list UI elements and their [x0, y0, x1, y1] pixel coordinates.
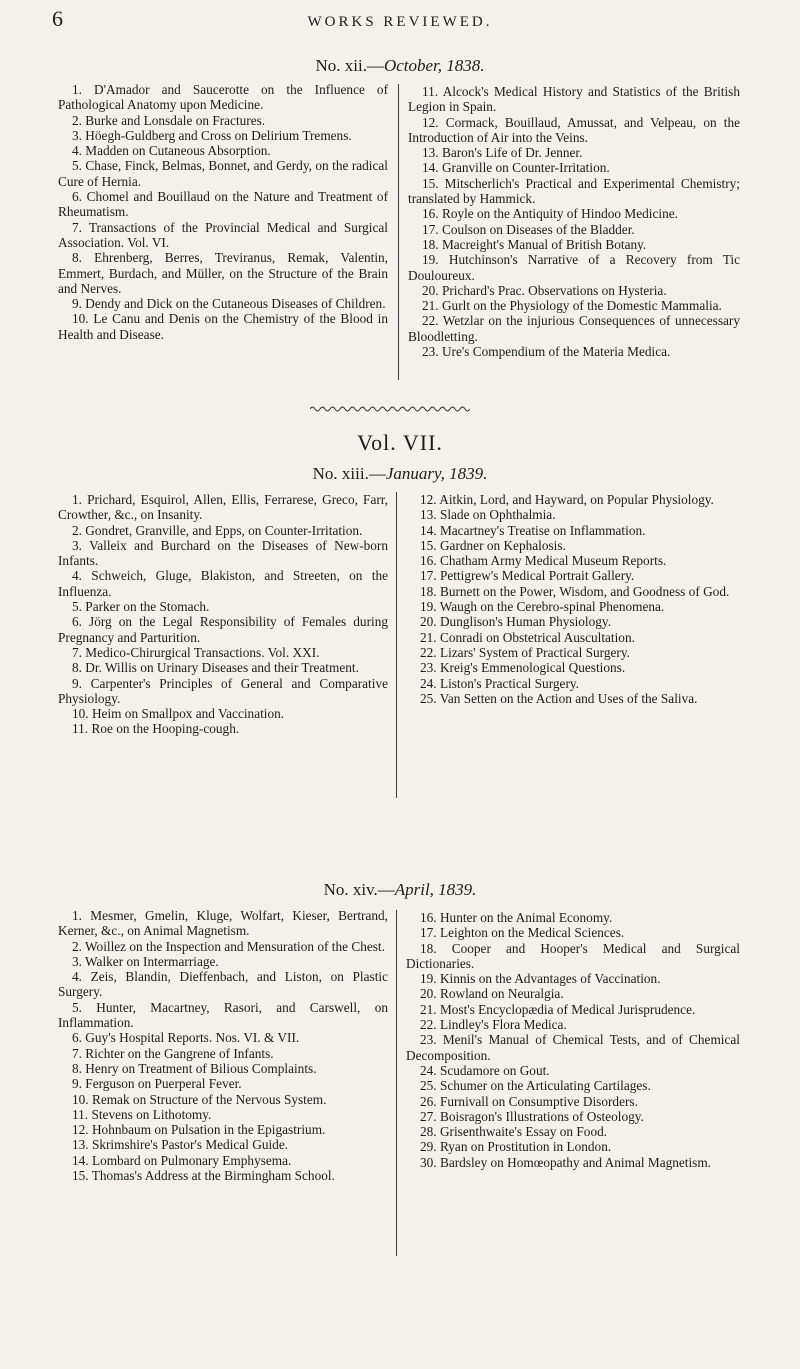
list-item: 4. Zeis, Blandin, Dieffenbach, and Liston, on Plastic Surgery. [58, 969, 388, 1000]
list-item: 11. Stevens on Lithotomy. [72, 1106, 212, 1122]
list-item: 3. Höegh-Guldberg and Cross on Delirium Tremens. [72, 127, 352, 143]
list-item: 12. Aitkin, Lord, and Hayward, on Popular Physiology. [420, 492, 714, 507]
list-item: 14. Macartney's Treatise on Inflammation. [420, 522, 646, 538]
volume-heading: Vol. VII. [357, 430, 443, 455]
list-item: 6. Jörg on the Legal Responsibility of Females during Pregnancy and Parturition. [58, 614, 388, 645]
list-item: 8. Henry on Treatment of Bilious Complaints. [72, 1060, 317, 1076]
list-item: 3. Valleix and Burchard on the Diseases of New-born Infants. [58, 537, 388, 569]
list-item: 4. Schweich, Gluge, Blakiston, and Streeten, on the Influenza. [58, 568, 388, 599]
column-divider [396, 492, 397, 798]
list-item: 1. D'Amador and Saucerotte on the Influence of Pathological Anatomy upon Medicine. [58, 82, 388, 113]
list-item: 22. Lindley's Flora Medica. [420, 1017, 567, 1033]
list-item: 22. Lizars' System of Practical Surgery. [420, 644, 630, 660]
list-item: 20. Prichard's Prac. Observations on Hysteria. [422, 282, 667, 298]
list-item: 9. Dendy and Dick on the Cutaneous Diseases of Children. [72, 296, 386, 312]
list-item: 16. Royle on the Antiquity of Hindoo Medicine. [422, 206, 678, 222]
list-item: 13. Baron's Life of Dr. Jenner. [422, 145, 583, 161]
no12-left-column [58, 82, 388, 342]
list-item: 18. Burnett on the Power, Wisdom, and Goodness of God. [420, 583, 730, 599]
list-item: 23. Kreig's Emmenological Questions. [420, 660, 626, 676]
issue-number: No. xiv.— [323, 880, 395, 899]
wavy-separator [310, 404, 470, 414]
list-item: 13. Slade on Ophthalmia. [420, 507, 556, 523]
no13-right-column [406, 492, 740, 706]
list-item: 16. Hunter on the Animal Economy. [420, 910, 613, 925]
list-item: 25. Schumer on the Articulating Cartilages. [420, 1078, 651, 1094]
list-item: 1. Mesmer, Gmelin, Kluge, Wolfart, Kieser, Bertrand, Kerner, &c., on Animal Magnetism. [58, 908, 388, 939]
list-item: 5. Parker on the Stomach. [72, 599, 210, 615]
list-item: 13. Skrimshire's Pastor's Medical Guide. [72, 1137, 289, 1153]
list-item: 17. Leighton on the Medical Sciences. [420, 925, 625, 941]
list-item: 4. Madden on Cutaneous Absorption. [72, 143, 271, 159]
list-item: 2. Burke and Lonsdale on Fractures. [72, 112, 266, 128]
no13-left-column [58, 492, 388, 737]
list-item: 17. Pettigrew's Medical Portrait Gallery. [420, 568, 635, 584]
list-item: 22. Wetzlar on the injurious Consequences of unnecessary Bloodletting. [408, 313, 740, 344]
list-item: 18. Cooper and Hooper's Medical and Surgical Dictionaries. [406, 940, 740, 971]
list-item: 7. Medico-Chirurgical Transactions. Vol. XXI. [72, 644, 320, 660]
list-item: 24. Liston's Practical Surgery. [420, 675, 579, 691]
list-item: 1. Prichard, Esquirol, Allen, Ellis, Ferrarese, Greco, Farr, Crowther, &c., on Insanity. [58, 492, 388, 523]
list-item: 23. Ure's Compendium of the Materia Medica. [422, 344, 671, 360]
page-number: 6 [52, 6, 63, 31]
issue-number: No. xii.— [315, 56, 384, 75]
list-item: 3. Walker on Intermarriage. [72, 953, 219, 969]
list-item: 7. Richter on the Gangrene of Infants. [72, 1045, 274, 1061]
issue-heading-no14 [0, 880, 800, 900]
list-item: 8. Ehrenberg, Berres, Treviranus, Remak, Valentin, Emmert, Burdach, and Müller, on the Structure of the Brain and Nerves. [58, 250, 388, 296]
list-item: 12. Hohnbaum on Pulsation in the Epigastrium. [72, 1122, 326, 1138]
list-item: 20. Rowland on Neuralgia. [420, 986, 564, 1002]
list-item: 27. Boisragon's Illustrations of Osteology. [420, 1108, 644, 1124]
list-item: 19. Kinnis on the Advantages of Vaccination. [420, 971, 661, 987]
column-divider [398, 84, 399, 380]
list-item: 10. Heim on Smallpox and Vaccination. [72, 706, 285, 722]
list-item: 30. Bardsley on Homœopathy and Animal Magnetism. [420, 1154, 712, 1170]
list-item: 6. Guy's Hospital Reports. Nos. VI. & VII. [72, 1030, 300, 1046]
list-item: 5. Chase, Finck, Belmas, Bonnet, and Gerdy, on the radical Cure of Hernia. [58, 158, 388, 189]
list-item: 16. Chatham Army Medical Museum Reports. [420, 553, 667, 569]
list-item: 15. Mitscherlich's Practical and Experimental Chemistry; translated by Hammick. [408, 175, 740, 207]
list-item: 21. Gurlt on the Physiology of the Domestic Mammalia. [422, 298, 722, 314]
list-item: 9. Carpenter's Principles of General and Comparative Physiology. [58, 675, 388, 706]
list-item: 8. Dr. Willis on Urinary Diseases and their Treatment. [72, 660, 359, 676]
issue-number: No. xiii.— [312, 464, 386, 483]
list-item: 24. Scudamore on Gout. [420, 1062, 550, 1078]
list-item: 10. Le Canu and Denis on the Chemistry of the Blood in Health and Disease. [58, 311, 388, 342]
issue-heading-no12 [0, 56, 800, 76]
no14-right-column [406, 910, 740, 1170]
list-item: 25. Van Setten on the Action and Uses of the Saliva. [420, 690, 698, 706]
issue-date: October, 1838. [383, 56, 485, 75]
issue-heading-no13 [0, 464, 800, 484]
list-item: 2. Gondret, Granville, and Epps, on Counter-Irritation. [72, 522, 363, 538]
no12-right-column [408, 84, 740, 359]
list-item: 10. Remak on Structure of the Nervous System. [72, 1091, 327, 1107]
list-item: 15. Thomas's Address at the Birmingham School. [72, 1168, 335, 1184]
list-item: 6. Chomel and Bouillaud on the Nature and Treatment of Rheumatism. [58, 189, 388, 220]
list-item: 2. Woillez on the Inspection and Mensuration of the Chest. [72, 938, 385, 954]
list-item: 18. Macreight's Manual of British Botany. [422, 236, 647, 252]
issue-date: April, 1839. [394, 880, 477, 899]
column-divider [396, 910, 397, 1256]
list-item: 12. Cormack, Bouillaud, Amussat, and Velpeau, on the Introduction of Air into the Veins. [408, 114, 740, 145]
list-item: 14. Lombard on Pulmonary Emphysema. [72, 1152, 292, 1168]
list-item: 5. Hunter, Macartney, Rasori, and Carswell, on Inflammation. [58, 999, 388, 1031]
list-item: 14. Granville on Counter-Irritation. [422, 160, 610, 176]
list-item: 17. Coulson on Diseases of the Bladder. [422, 221, 635, 237]
list-item: 21. Conradi on Obstetrical Auscultation. [420, 629, 635, 645]
issue-date: January, 1839. [385, 464, 488, 483]
list-item: 7. Transactions of the Provincial Medical and Surgical Association. Vol. VI. [58, 219, 388, 250]
list-item: 11. Alcock's Medical History and Statistics of the British Legion in Spain. [408, 84, 740, 115]
no14-left-column [58, 908, 388, 1183]
list-item: 23. Menil's Manual of Chemical Tests, and of Chemical Decomposition. [406, 1032, 740, 1063]
list-item: 28. Grisenthwaite's Essay on Food. [420, 1124, 608, 1140]
list-item: 19. Waugh on the Cerebro-spinal Phenomena. [420, 599, 665, 615]
list-item: 21. Most's Encyclopædia of Medical Jurisprudence. [420, 1001, 696, 1017]
list-item: 19. Hutchinson's Narrative of a Recovery from Tic Douloureux. [408, 252, 740, 283]
list-item: 15. Gardner on Kephalosis. [420, 537, 566, 553]
list-item: 9. Ferguson on Puerperal Fever. [72, 1076, 242, 1092]
list-item: 11. Roe on the Hooping-cough. [72, 721, 240, 737]
running-head: WORKS REVIEWED. [307, 14, 493, 30]
list-item: 29. Ryan on Prostitution in London. [420, 1139, 612, 1155]
list-item: 26. Furnivall on Consumptive Disorders. [420, 1093, 638, 1109]
list-item: 20. Dunglison's Human Physiology. [420, 614, 612, 630]
